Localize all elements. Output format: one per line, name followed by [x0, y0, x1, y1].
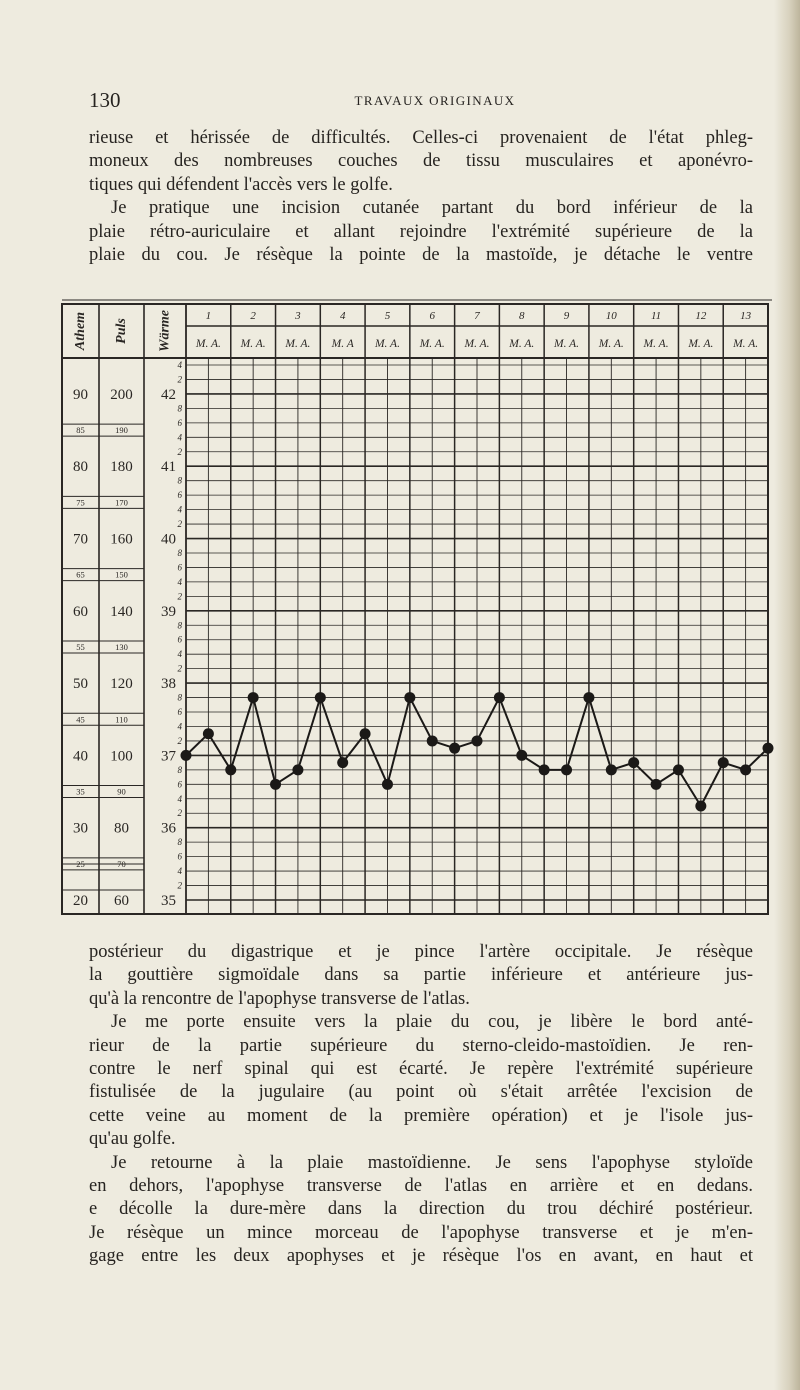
column-header: Wärme [157, 310, 173, 352]
day-number: 3 [295, 310, 301, 322]
temp-minor-label: 8 [177, 764, 182, 775]
temperature-point [315, 692, 326, 703]
text-line: qu'au golfe. [89, 1129, 176, 1150]
athem-label: 90 [73, 386, 88, 403]
day-number: 11 [650, 310, 662, 322]
puls-label: 70 [117, 858, 126, 869]
text-line: qu'à la rencontre de l'apophyse transverse de l'atlas. [89, 988, 470, 1009]
temp-minor-label: 6 [177, 490, 182, 501]
temp-label: 38 [161, 676, 176, 693]
column-header: Athem [73, 311, 88, 351]
temperature-point [718, 757, 729, 768]
athem-label: 80 [73, 459, 88, 476]
athem-label: 85 [76, 425, 85, 436]
text-line: contre le nerf spinal qui est écarté. Je repère l'extrémité supérieure [89, 1059, 753, 1080]
temp-minor-label: 8 [177, 547, 182, 558]
athem-label: 35 [76, 786, 85, 797]
athem-label: 65 [76, 569, 85, 580]
athem-label: 50 [73, 676, 88, 693]
text-line: en dehors, l'apophyse transverse de l'atlas en arrière et en dedans. [89, 1176, 753, 1197]
temperature-point [539, 764, 550, 775]
temp-minor-label: 6 [177, 779, 182, 790]
temp-label: 40 [161, 531, 176, 548]
athem-label: 40 [73, 748, 88, 765]
temp-minor-label: 2 [177, 663, 182, 674]
puls-label: 130 [115, 641, 128, 652]
temp-minor-label: 4 [177, 576, 182, 587]
day-period-label: M. A. [464, 338, 490, 350]
text-line: la gouttière sigmoïdale dans sa partie inférieure et antérieure jus- [89, 965, 753, 986]
temperature-point [763, 743, 774, 754]
athem-label: 60 [73, 603, 88, 620]
temp-minor-label: 2 [177, 591, 182, 602]
puls-label: 60 [114, 893, 129, 909]
temp-minor-label: 8 [177, 403, 182, 414]
day-number: 8 [519, 310, 525, 322]
day-number: 5 [384, 310, 391, 322]
temperature-point [628, 757, 639, 768]
paragraph-top [89, 127, 753, 267]
athem-label: 20 [73, 893, 88, 909]
athem-label: 70 [73, 531, 88, 548]
temp-minor-label: 4 [177, 649, 182, 660]
text-line: Je résèque un mince morceau de l'apophyse transverse et je m'en- [89, 1222, 753, 1243]
puls-label: 190 [115, 425, 128, 436]
text-line: cette veine au moment de la première opération) et je l'isole jus- [89, 1105, 753, 1126]
day-period-label: M. A. [240, 338, 266, 350]
day-period-label: M. A. [419, 338, 445, 350]
temp-minor-label: 6 [177, 707, 182, 718]
page-number: 130 [89, 88, 121, 112]
temp-minor-label: 2 [177, 519, 182, 530]
temperature-point [695, 801, 706, 812]
day-period-label: M. A. [554, 338, 580, 350]
temperature-point [494, 692, 505, 703]
temperature-point [337, 757, 348, 768]
puls-label: 110 [115, 714, 128, 725]
temp-minor-label: 4 [177, 866, 182, 877]
puls-label: 120 [110, 676, 133, 693]
temperature-point [248, 692, 259, 703]
temp-minor-label: 8 [177, 837, 182, 848]
temp-minor-label: 2 [177, 880, 182, 891]
temp-minor-label: 6 [177, 562, 182, 573]
day-number: 7 [474, 310, 480, 322]
day-period-label: M. A. [195, 338, 221, 350]
puls-label: 180 [110, 459, 133, 476]
puls-label: 150 [115, 569, 128, 580]
temp-label: 35 [161, 893, 176, 909]
text-line: gage entre les deux apophyses et je résèque l'os en avant, en haut et [89, 1246, 753, 1267]
day-number: 12 [695, 310, 707, 322]
temperature-point [270, 779, 281, 790]
day-period-label: M. A. [688, 338, 714, 350]
day-number: 9 [563, 310, 570, 322]
text-line: rieuse et hérissée de difficultés. Celles-ci provenaient de l'état phleg- [89, 128, 753, 148]
text-line: fistulisée de la jugulaire (au point où s'était arrêtée l'excision de [89, 1082, 753, 1103]
temp-label: 42 [161, 386, 176, 403]
temperature-point [583, 692, 594, 703]
temp-minor-label: 8 [177, 475, 182, 486]
temperature-point [449, 743, 460, 754]
athem-label: 75 [76, 497, 85, 508]
day-number: 2 [250, 310, 256, 322]
puls-label: 100 [110, 748, 133, 765]
temperature-point [203, 728, 214, 739]
day-number: 13 [740, 310, 752, 322]
temp-label: 39 [161, 603, 176, 620]
day-number: 1 [205, 310, 212, 322]
temp-minor-label: 6 [177, 851, 182, 862]
athem-label: 30 [73, 820, 88, 837]
athem-label: 45 [76, 714, 85, 725]
text-line: e décolle la dure-mère dans la direction du trou déchiré postérieur. [89, 1199, 753, 1220]
page-edge-shading [774, 0, 800, 1390]
temp-minor-label: 6 [177, 634, 182, 645]
temperature-point [404, 692, 415, 703]
day-period-label: M. A [331, 338, 354, 350]
puls-label: 140 [110, 603, 133, 620]
puls-label: 200 [110, 386, 133, 403]
running-head: TRAVAUX ORIGINAUX [354, 93, 516, 108]
temp-minor-label: 2 [177, 808, 182, 819]
temp-minor-label: 4 [177, 721, 182, 732]
puls-label: 90 [117, 786, 126, 797]
temp-label: 36 [161, 820, 176, 837]
temp-minor-label: 8 [177, 692, 182, 703]
puls-label: 170 [115, 497, 128, 508]
day-number: 4 [339, 310, 346, 322]
temp-minor-label: 6 [177, 417, 182, 428]
temperature-point [360, 728, 371, 739]
puls-label: 80 [114, 820, 129, 837]
text-line: plaie du cou. Je résèque la pointe de la mastoïde, je détache le ventre [89, 245, 753, 266]
temp-label: 37 [161, 748, 176, 765]
text-line: tiques qui défendent l'accès vers le golfe. [89, 174, 393, 195]
temp-label: 41 [161, 459, 176, 476]
temp-minor-label: 8 [177, 620, 182, 631]
day-period-label: M. A. [598, 338, 624, 350]
temp-minor-label: 2 [177, 446, 182, 457]
day-period-label: M. A. [374, 338, 400, 350]
text-line: Je me porte ensuite vers la plaie du cou, je libère le bord anté- [111, 1012, 753, 1033]
temp-minor-label: 2 [177, 374, 182, 385]
temperature-point [651, 779, 662, 790]
day-number: 10 [605, 310, 617, 322]
temperature-point [740, 764, 751, 775]
temperature-point [516, 750, 527, 761]
athem-label: 55 [76, 641, 85, 652]
temperature-point [561, 764, 572, 775]
text-line: moneux des nombreuses couches de tissu musculaires et aponévro- [89, 151, 753, 172]
temperature-point [606, 764, 617, 775]
day-period-label: M. A. [285, 338, 311, 350]
temperature-chart [56, 296, 776, 926]
day-period-label: M. A. [733, 338, 759, 350]
puls-label: 160 [110, 531, 133, 548]
temperature-point [225, 764, 236, 775]
athem-label: 25 [76, 858, 85, 869]
temperature-point [472, 735, 483, 746]
text-line: Je pratique une incision cutanée partant du bord inférieur de la [111, 198, 753, 219]
temp-minor-label: 2 [177, 735, 182, 746]
temp-minor-label: 4 [177, 432, 182, 443]
day-period-label: M. A. [509, 338, 535, 350]
column-header: Puls [114, 318, 129, 344]
temperature-point [427, 735, 438, 746]
temperature-point [382, 779, 393, 790]
text-line: plaie rétro-auriculaire et allant rejoindre l'extrémité supérieure de la [89, 221, 753, 242]
temperature-point [673, 764, 684, 775]
day-period-label: M. A. [643, 338, 669, 350]
text-line: Je retourne à la plaie mastoïdienne. Je sens l'apophyse styloïde [111, 1152, 753, 1173]
temp-minor-label: 4 [177, 360, 182, 370]
temperature-point [292, 764, 303, 775]
text-line: postérieur du digastrique et je pince l'artère occipitale. Je résèque [89, 942, 753, 962]
day-number: 6 [429, 310, 435, 322]
temp-minor-label: 4 [177, 793, 182, 804]
temp-minor-label: 4 [177, 504, 182, 515]
paragraph-bottom [89, 941, 753, 1269]
text-line: rieur de la partie supérieure du sterno-cleido-mastoïdien. Je ren- [89, 1035, 753, 1056]
temperature-chart-svg [56, 296, 776, 926]
temperature-point [181, 750, 192, 761]
